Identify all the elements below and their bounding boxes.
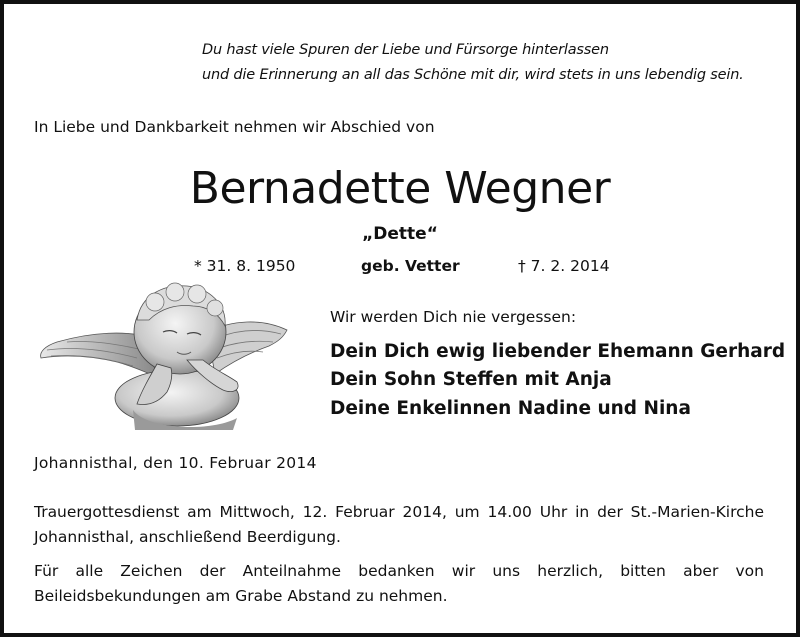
mourner-line-1: Dein Dich ewig liebender Ehemann Gerhard — [330, 341, 786, 362]
maiden-name: geb. Vetter — [361, 257, 460, 275]
deceased-nickname: „Dette“ — [362, 224, 438, 244]
mourners-heading: Wir werden Dich nie vergessen: — [330, 308, 577, 326]
deceased-name: Bernadette Wegner — [189, 163, 611, 214]
birth-date: * 31. 8. 1950 — [194, 257, 296, 275]
angel-figurine-icon — [37, 280, 289, 432]
motto-line-1: Du hast viele Spuren der Liebe und Fürsorge hinterlassen — [202, 42, 609, 58]
mourner-line-3: Deine Enkelinnen Nadine und Nina — [330, 398, 691, 419]
intro-text: In Liebe und Dankbarkeit nehmen wir Abschied von — [34, 118, 435, 136]
death-date: † 7. 2. 2014 — [518, 257, 610, 275]
thanks-text: Für alle Zeichen der Anteilnahme bedanken wir uns herzlich, bitten aber von Beileidsbekundungen am Grabe Abstand zu nehmen. — [34, 562, 764, 605]
funeral-service-text: Trauergottesdienst am Mittwoch, 12. Februar 2014, um 14.00 Uhr in der St.-Marien-Kirche Johannisthal, anschließend Beerdigung. — [34, 503, 764, 546]
place-and-date: Johannisthal, den 10. Februar 2014 — [34, 454, 317, 472]
mourner-line-2: Dein Sohn Steffen mit Anja — [330, 369, 612, 390]
motto-line-2: und die Erinnerung an all das Schöne mit dir, wird stets in uns lebendig sein. — [202, 67, 744, 83]
